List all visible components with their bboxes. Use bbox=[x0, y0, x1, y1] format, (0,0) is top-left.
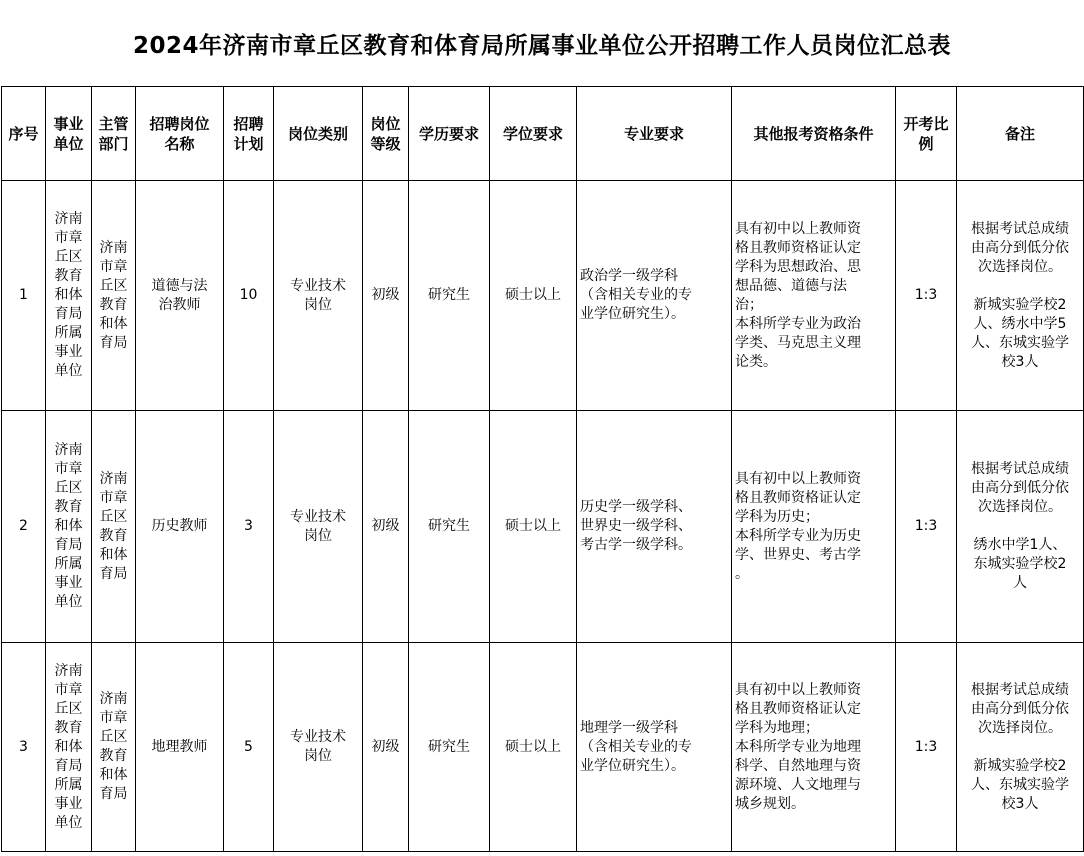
table-row bbox=[2, 643, 1084, 852]
table-row bbox=[2, 411, 1084, 643]
header-degree: 学位要求 bbox=[490, 87, 577, 181]
cell-level: 初级 bbox=[363, 643, 409, 852]
cell-dept: 济南市章丘区教育和体育局 bbox=[92, 411, 136, 643]
cell-education: 研究生 bbox=[409, 643, 490, 852]
cell-plan: 3 bbox=[224, 411, 274, 643]
cell-post: 道德与法 治教师 bbox=[136, 181, 224, 411]
cell-degree: 硕士以上 bbox=[490, 411, 577, 643]
cell-unit: 济南市章丘区教育和体育局所属事业单位 bbox=[46, 643, 92, 852]
header-category: 岗位类别 bbox=[274, 87, 363, 181]
cell-plan: 10 bbox=[224, 181, 274, 411]
header-education: 学历要求 bbox=[409, 87, 490, 181]
cell-major: 历史学一级学科、 世界史一级学科、 考古学一级学科。 bbox=[577, 411, 732, 643]
cell-degree: 硕士以上 bbox=[490, 643, 577, 852]
cell-no: 2 bbox=[2, 411, 46, 643]
cell-no: 1 bbox=[2, 181, 46, 411]
header-ratio: 开考比 例 bbox=[896, 87, 957, 181]
table-header-row bbox=[2, 87, 1084, 181]
cell-ratio: 1:3 bbox=[896, 411, 957, 643]
cell-level: 初级 bbox=[363, 411, 409, 643]
cell-level: 初级 bbox=[363, 181, 409, 411]
header-unit: 事业 单位 bbox=[46, 87, 92, 181]
cell-unit: 济南市章丘区教育和体育局所属事业单位 bbox=[46, 181, 92, 411]
header-remark: 备注 bbox=[957, 87, 1084, 181]
cell-remark: 根据考试总成绩 由高分到低分依 次选择岗位。 新城实验学校2 人、绣水中学5 人、东城实验学 校3人 bbox=[957, 181, 1084, 411]
cell-major: 地理学一级学科 （含相关专业的专 业学位研究生）。 bbox=[577, 643, 732, 852]
cell-ratio: 1:3 bbox=[896, 643, 957, 852]
header-level: 岗位 等级 bbox=[363, 87, 409, 181]
cell-ratio: 1:3 bbox=[896, 181, 957, 411]
cell-dept: 济南市章丘区教育和体育局 bbox=[92, 181, 136, 411]
header-other: 其他报考资格条件 bbox=[732, 87, 896, 181]
recruitment-table bbox=[1, 86, 1084, 852]
document-title: 2024年济南市章丘区教育和体育局所属事业单位公开招聘工作人员岗位汇总表 bbox=[132, 32, 951, 59]
header-plan: 招聘 计划 bbox=[224, 87, 274, 181]
header-major: 专业要求 bbox=[577, 87, 732, 181]
cell-unit: 济南市章丘区教育和体育局所属事业单位 bbox=[46, 411, 92, 643]
cell-remark: 根据考试总成绩 由高分到低分依 次选择岗位。 绣水中学1人、 东城实验学校2 人 bbox=[957, 411, 1084, 643]
cell-other: 具有初中以上教师资 格且教师资格证认定 学科为历史； 本科所学专业为历史 学、世界史、考古学 。 bbox=[732, 411, 896, 643]
cell-other: 具有初中以上教师资 格且教师资格证认定 学科为地理； 本科所学专业为地理 科学、自然地理与资 源环境、人文地理与 城乡规划。 bbox=[732, 643, 896, 852]
cell-post: 地理教师 bbox=[136, 643, 224, 852]
cell-plan: 5 bbox=[224, 643, 274, 852]
cell-remark: 根据考试总成绩 由高分到低分依 次选择岗位。 新城实验学校2 人、东城实验学 校3人 bbox=[957, 643, 1084, 852]
cell-education: 研究生 bbox=[409, 411, 490, 643]
cell-dept: 济南市章丘区教育和体育局 bbox=[92, 643, 136, 852]
cell-category: 专业技术 岗位 bbox=[274, 411, 363, 643]
header-dept: 主管 部门 bbox=[92, 87, 136, 181]
cell-category: 专业技术 岗位 bbox=[274, 643, 363, 852]
cell-education: 研究生 bbox=[409, 181, 490, 411]
cell-no: 3 bbox=[2, 643, 46, 852]
cell-degree: 硕士以上 bbox=[490, 181, 577, 411]
header-post: 招聘岗位 名称 bbox=[136, 87, 224, 181]
cell-other: 具有初中以上教师资 格且教师资格证认定 学科为思想政治、思 想品德、道德与法 治； 本科所学专业为政治 学类、马克思主义理 论类。 bbox=[732, 181, 896, 411]
header-no: 序号 bbox=[2, 87, 46, 181]
cell-major: 政治学一级学科 （含相关专业的专 业学位研究生）。 bbox=[577, 181, 732, 411]
cell-post: 历史教师 bbox=[136, 411, 224, 643]
table-row bbox=[2, 181, 1084, 411]
cell-category: 专业技术 岗位 bbox=[274, 181, 363, 411]
